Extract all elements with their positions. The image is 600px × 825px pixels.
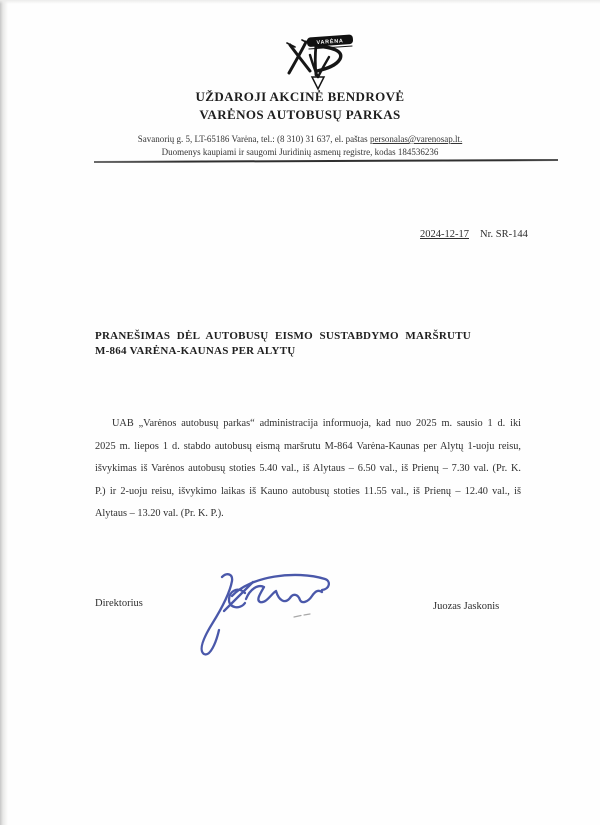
signoff-name: Juozas Jaskonis (433, 601, 500, 612)
company-name-line: UŽDAROJI AKCINĖ BENDROVĖ (195, 89, 405, 104)
scan-edge-shadow (0, 0, 8, 825)
logo-banner-text: VARĖNA (316, 38, 344, 47)
document-title-line: PRANEŠIMAS DĖL AUTOBUSŲ EISMO SUSTABDYMO MARŠRUTU (95, 330, 471, 342)
reference-line (420, 229, 528, 240)
body-paragraph (95, 413, 521, 526)
company-name (0, 88, 600, 123)
body-line: P.) ir 2-uoju reisu, išvykimo laikas iš Kauno autobusų stoties 11.55 val., iš Prienų – 12.40 val., iš (95, 485, 521, 497)
email-address: personalas@varenosap.lt. (369, 134, 463, 144)
document-title-line: M-864 VARĖNA-KAUNAS PER ALYTŲ (95, 344, 296, 357)
letterhead-address (0, 133, 600, 158)
signoff-role: Direktorius (95, 598, 143, 609)
body-line: 2025 m. liepos 1 d. stabdo autobusų eismą maršrutu M-864 Varėna-Kaunas per Alytų 1-uoju reisu, (95, 440, 521, 452)
handwritten-signature (188, 566, 348, 666)
body-line: UAB „Varėnos autobusų parkas“ administracija informuoja, kad nuo 2025 m. sausio 1 d. iki (112, 418, 521, 429)
document-title (95, 329, 471, 358)
address-text: Savanorių g. 5, LT-65186 Varėna, tel.: (8 310) 31 637, el. paštas (137, 134, 370, 144)
varena-bus-park-logo-icon (286, 33, 356, 91)
body-line: išvykimas iš Varėnos autobusų stoties 5.40 val., iš Alytaus – 6.50 val., iš Prienų – 7.30 val. (Pr. K. (95, 463, 521, 474)
document-date: 2024-12-17 (420, 229, 469, 240)
letterhead-divider (94, 159, 558, 163)
body-line: Alytaus – 13.20 val. (Pr. K. P.). (95, 508, 224, 519)
address-line-2: Duomenys kaupiami ir saugomi Juridinių asmenų registre, kodas 184536236 (161, 146, 439, 157)
document-number: Nr. SR-144 (480, 229, 528, 240)
address-line-1 (0, 133, 600, 146)
scan-edge-shadow-top (0, 0, 600, 4)
company-name-line: VARĖNOS AUTOBUSŲ PARKAS (199, 106, 401, 122)
